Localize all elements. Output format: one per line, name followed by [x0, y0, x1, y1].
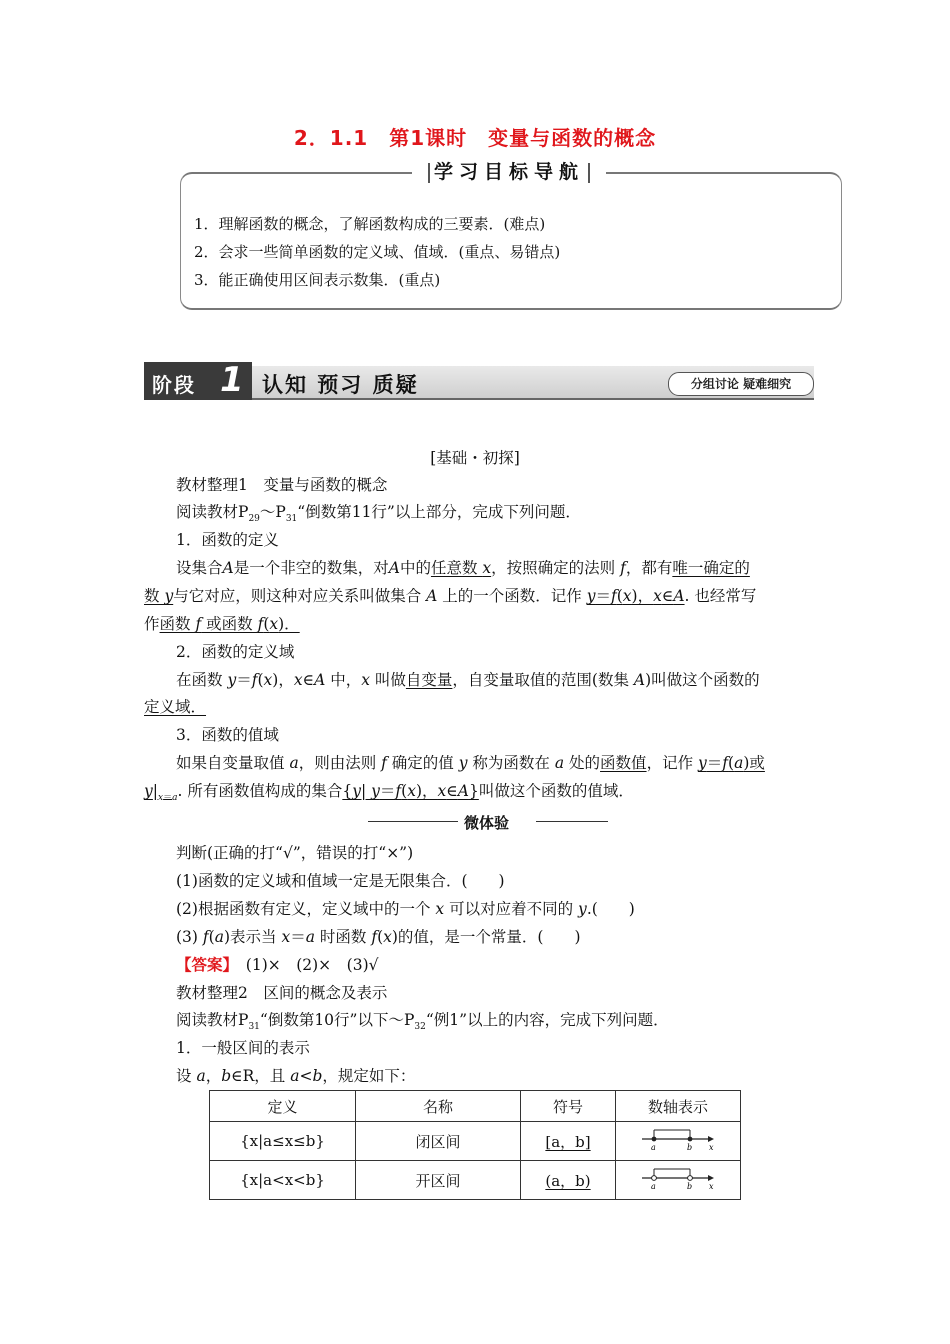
section1-heading: 教材整理1 变量与函数的概念 — [176, 476, 388, 494]
stage-title: 认知 预习 质疑 — [262, 373, 419, 397]
closed-endpoint — [688, 1137, 693, 1142]
section2-sub: 1．一般区间的表示 — [176, 1039, 310, 1057]
domain-text-line2: 定义域． — [144, 698, 207, 716]
def-text-line2: 数 y与它对应，则这种对应关系叫做集合 A 上的一个函数．记作 y＝f(x)，x∈A. 也经常写 — [144, 587, 757, 605]
table-cell-number-line — [616, 1122, 741, 1161]
table-header: 符号 — [521, 1091, 616, 1122]
axis-label-b: b — [687, 1182, 693, 1191]
table-header-row — [210, 1091, 741, 1122]
def-text-line3: 作函数 f 或函数 f(x)． — [144, 615, 300, 633]
section2-heading: 教材整理2 区间的概念及表示 — [176, 984, 388, 1002]
axis-label-b: b — [687, 1143, 693, 1152]
judge-q3: (3) f(a)表示当 x＝a 时函数 f(x)的值，是一个常量．( ) — [176, 928, 581, 946]
judge-intro: 判断(正确的打“√”，错误的打“×”) — [176, 844, 414, 862]
judge-q1: (1)函数的定义域和值域一定是无限集合．( ) — [176, 872, 505, 890]
goal-item-2: 2．会求一些简单函数的定义域、值域．(重点、易错点) — [194, 243, 561, 261]
table-cell-number-line — [616, 1161, 741, 1200]
table-header: 名称 — [356, 1091, 521, 1122]
open-interval-number-line — [638, 1165, 718, 1191]
table-row — [210, 1122, 741, 1161]
range-text-line1: 如果自变量取值 a，则由法则 f 确定的值 y 称为函数在 a 处的函数值，记作 y＝f(a)或 — [176, 754, 765, 772]
def-text-line1: 设集合A是一个非空的数集，对A中的任意数 x，按照确定的法则 f，都有唯一确定的 — [176, 559, 750, 577]
table-row — [210, 1161, 741, 1200]
stage-tab: 阶段 1 — [144, 362, 252, 400]
closed-interval-number-line — [638, 1126, 718, 1152]
table-cell-name: 开区间 — [356, 1161, 521, 1200]
interval-table — [209, 1090, 741, 1200]
judge-q2: (2)根据函数有定义，定义域中的一个 x 可以对应着不同的 y.( ) — [176, 900, 635, 918]
open-endpoint — [688, 1176, 693, 1181]
basic-label: [基础・初探] — [430, 449, 520, 467]
open-endpoint — [652, 1176, 657, 1181]
section1-read: 阅读教材$P_{29}\sim P_{31}“$倒数第11行”以上部分，完成下列问题． — [176, 503, 581, 525]
def-title-2: 2．函数的定义域 — [176, 643, 295, 661]
closed-endpoint — [652, 1137, 657, 1142]
table-cell-name: 闭区间 — [356, 1122, 521, 1161]
def-title-3: 3．函数的值域 — [176, 726, 279, 744]
goal-item-1: 1．理解函数的概念，了解函数构成的三要素．(难点) — [194, 215, 546, 233]
def-title-1: 1．函数的定义 — [176, 531, 279, 549]
domain-text-line1: 在函数 y＝f(x)，x∈A 中，x 叫做自变量，自变量取值的范围(数集 A)叫做这个函数的 — [176, 671, 760, 689]
axis-label-x: x — [709, 1182, 714, 1191]
range-text-line2: $y|_{x=a}$. 所有函数值构成的集合{y| y＝f(x)，x∈A}叫做这个函数的值域． — [144, 782, 634, 804]
table-cell-definition: {x|a<x<b} — [210, 1161, 356, 1200]
table-cell-symbol: [a，b] — [521, 1122, 616, 1161]
goal-item-3: 3．能正确使用区间表示数集．(重点) — [194, 271, 441, 289]
axis-label-a: a — [651, 1143, 656, 1152]
page-title: 2．1.1 第1课时 变量与函数的概念 — [293, 126, 657, 150]
axis-label-x: x — [709, 1143, 714, 1152]
table-cell-definition: {x|a≤x≤b} — [210, 1122, 356, 1161]
section2-read: 阅读教材$P_{31}“$倒数第10行”以下$\sim P_{32}“$例1”以上的内容，完成下列问题． — [176, 1011, 669, 1033]
stage-tag: 分组讨论 疑难细究 — [668, 372, 814, 396]
table-cell-symbol: (a，b) — [521, 1161, 616, 1200]
interval-premise: 设 a，b∈R，且 a<b，规定如下： — [176, 1067, 416, 1085]
table-header: 定义 — [210, 1091, 356, 1122]
learning-goals-heading: 学习目标导航 — [412, 157, 606, 184]
answer-line: 【答案】 (1)× (2)× (3)√ — [176, 955, 379, 974]
micro-experience-divider: 微体验 — [368, 812, 608, 832]
table-header: 数轴表示 — [616, 1091, 741, 1122]
axis-label-a: a — [651, 1182, 656, 1191]
